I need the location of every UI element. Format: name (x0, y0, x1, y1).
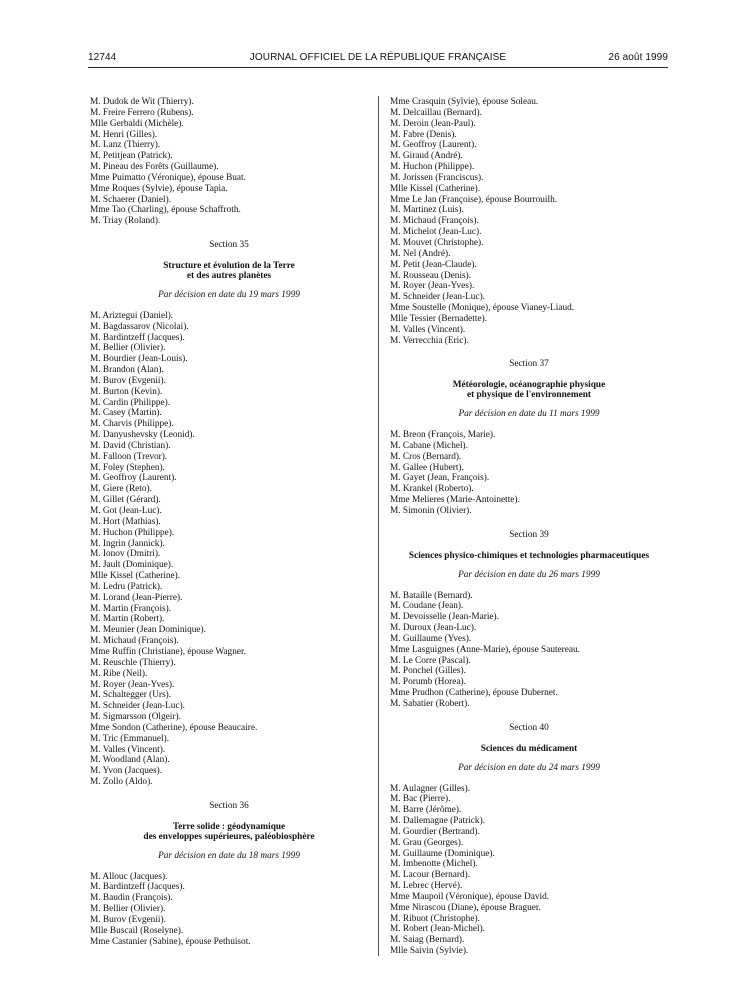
list-item: M. Duroux (Jean-Luc). (390, 623, 477, 634)
publication-date: 26 août 1999 (608, 52, 668, 63)
list-item: M. Verrecchia (Eric). (390, 335, 469, 346)
list-item: M. Falloon (Trevor). (90, 451, 168, 462)
list-item: M. Got (Jean-Luc). (90, 506, 162, 516)
section-title-line: et des autres planètes (186, 270, 272, 281)
list-item: M. Schneider (Jean-Luc). (390, 292, 485, 303)
name-list (390, 784, 668, 958)
list-item: Mlle Kissel (Catherine). (390, 183, 481, 194)
list-item: M. Petitjean (Patrick). (90, 151, 173, 162)
list-item: Mlle Tessier (Bernadette). (390, 313, 488, 324)
list-item: M. Cabane (Michel). (390, 440, 468, 451)
list-item: M. Hort (Mathias). (90, 516, 161, 527)
list-item: M. Brandon (Alan). (90, 365, 164, 376)
list-item: M. Bardintzeff (Jacques). (90, 882, 185, 893)
list-item: M. Devoisselle (Jean-Marie). (390, 612, 499, 623)
section-label: Section 36 (209, 800, 249, 811)
list-item: M. Lanz (Thierry). (90, 140, 161, 151)
list-item: M. Zollo (Aldo). (90, 777, 153, 788)
list-item: Mme Crasquin (Sylvie), épouse Soleau. (390, 97, 539, 107)
list-item: M. Burov (Evgenii). (90, 375, 166, 386)
page-number: 12744 (88, 52, 117, 63)
list-item: M. Guillaume (Dominique). (390, 848, 495, 859)
list-item: M. Bourdier (Jean-Louis). (90, 354, 188, 365)
list-item: M. Grau (Georges). (390, 837, 464, 848)
list-item: M. Foley (Stephen). (90, 462, 165, 473)
list-item: M. Ingrin (Jannick). (90, 538, 165, 549)
list-item: M. Schneider (Jean-Luc). (90, 701, 185, 712)
list-item: M. Cros (Bernard). (390, 451, 462, 462)
list-item: M. Reuschle (Thierry). (90, 657, 176, 668)
list-item: M. Ribe (Neil). (90, 668, 148, 679)
list-item: M. Giraud (André). (390, 151, 463, 162)
list-item: M. Gallee (Hubert). (390, 462, 464, 473)
list-item: M. Royer (Jean-Yves). (90, 679, 175, 690)
section-label: Section 37 (509, 359, 549, 370)
list-item: M. Bagdassarov (Nicolai). (90, 321, 189, 332)
list-item: M. Casey (Martin). (90, 408, 162, 419)
list-item: M. Valles (Vincent). (90, 744, 166, 755)
list-item: M. Sabatier (Robert). (390, 698, 470, 709)
list-item: M. Martin (Robert). (90, 614, 165, 625)
list-item: M. Bellier (Olivier). (90, 904, 166, 915)
list-item: Mme Melieres (Marie-Antoinette). (390, 495, 520, 506)
list-item: M. Baudin (François). (90, 893, 173, 904)
list-item: M. Fabre (Denis). (390, 129, 457, 140)
list-item: M. Schaltegger (Urs). (90, 690, 172, 701)
section-label: Section 40 (509, 722, 549, 733)
list-item: M. Michaud (François). (390, 216, 479, 227)
list-item: M. Dallemagne (Patrick). (390, 816, 486, 827)
list-item: Mme Sondon (Catherine), épouse Beaucaire. (90, 722, 258, 733)
name-list (90, 311, 368, 788)
section-title (90, 261, 368, 281)
decision-line: Par décision en date du 19 mars 1999 (158, 289, 300, 300)
section-title-line: Sciences du médicament (480, 743, 578, 754)
list-item: M. Ionov (Dmitri). (90, 549, 161, 560)
list-item: M. Lacour (Bernard). (390, 870, 471, 881)
list-item: M. Gillet (Gérard). (90, 495, 161, 506)
section-title (390, 744, 668, 754)
list-item: M. Mouvet (Christophe). (390, 237, 484, 248)
list-item: M. Sigmarsson (Olgeir). (90, 712, 181, 723)
list-item: M. Bac (Pierre). (390, 794, 451, 805)
list-item: M. Lorand (Jean-Pierre). (90, 592, 183, 603)
list-item: Mme Castanier (Sabine), épouse Pethuisot. (90, 936, 251, 947)
list-item: M. Gayet (Jean, François). (390, 473, 490, 484)
list-item: M. Breon (François, Marie). (390, 430, 496, 441)
list-item: M. Bataille (Bernard). (390, 590, 473, 601)
list-item: Mme Soustelle (Monique), épouse Vianey-Liaud. (390, 303, 575, 314)
list-item: M. Ponchel (Gilles). (390, 666, 466, 677)
list-item: M. Saiag (Bernard). (390, 935, 465, 946)
list-item: M. Krankel (Roberto). (390, 484, 474, 495)
list-item: M. Huchon (Philippe). (390, 162, 475, 173)
page-header (88, 52, 668, 66)
list-item: Mlle Buscail (Roselyne). (90, 925, 184, 936)
list-item: M. Geoffroy (Laurent). (90, 473, 177, 484)
list-item: M. Jorissen (Franciscus). (390, 172, 484, 183)
list-item: M. Pineau des Forêts (Guillaume). (90, 162, 219, 173)
name-list (390, 591, 668, 710)
right-column (390, 97, 668, 957)
list-item: M. Giere (Reto). (90, 484, 152, 495)
list-item: M. Valles (Vincent). (390, 324, 466, 335)
list-item: M. Martin (François). (90, 603, 172, 614)
list-item: M. Ribuot (Christophe). (390, 913, 480, 924)
list-item: Mme Le Jan (Françoise), épouse Bourrouilh. (390, 194, 558, 205)
list-item: Mme Lasguignes (Anne-Marie), épouse Sautereau. (390, 644, 581, 655)
list-item: M. Charvis (Philippe). (90, 419, 174, 430)
list-item: M. Cardin (Philippe). (90, 397, 171, 408)
list-item: M. Schaerer (Daniel). (90, 194, 172, 205)
list-item: M. Guillaume (Yves). (390, 633, 472, 644)
name-list (90, 872, 368, 948)
list-item: Mme Maupoil (Véronique), épouse David. (390, 891, 550, 902)
section-label: Section 39 (509, 529, 549, 540)
column-divider (378, 96, 379, 956)
section-title (390, 380, 668, 400)
section-title-line: et physique de l'environnement (466, 390, 592, 401)
list-item: M. Rousseau (Denis). (390, 270, 472, 281)
list-item: M. Martinez (Luis). (390, 205, 464, 216)
header-rule (88, 67, 668, 68)
list-item: M. Simonin (Olivier). (390, 506, 472, 516)
name-list (390, 430, 668, 517)
list-item: Mlle Saivin (Sylvie). (390, 946, 469, 957)
list-item: M. Petit (Jean-Claude). (390, 259, 477, 270)
decision-line: Par décision en date du 24 mars 1999 (458, 762, 600, 773)
list-item: M. David (Christian). (90, 440, 171, 451)
section-title-line: Météorologie, océanographie physique (452, 380, 606, 391)
section-title (390, 551, 668, 561)
list-item: M. Michelot (Jean-Luc). (390, 227, 482, 238)
list-item: M. Meunier (Jean Dominique). (90, 625, 206, 636)
list-item: Mme Ruffin (Christiane), épouse Wagner. (90, 646, 246, 657)
list-item: M. Woodland (Alan). (90, 755, 170, 766)
list-item: M. Henri (Gilles). (90, 129, 158, 140)
list-item: M. Imbenotte (Michel). (390, 859, 478, 870)
list-item: M. Burton (Kevin). (90, 386, 163, 397)
section-title-line: Terre solide : géodynamique (172, 821, 286, 832)
list-item: M. Bardintzeff (Jacques). (90, 332, 185, 343)
list-item: M. Ledru (Patrick). (90, 581, 163, 592)
section-title-line: Sciences physico-chimiques et technologies pharmaceutiques (408, 550, 650, 561)
list-item: M. Michaud (François). (90, 636, 179, 647)
list-item: M. Royer (Jean-Yves). (390, 281, 475, 292)
list-item: M. Barre (Jérôme). (390, 805, 462, 816)
list-item: M. Jault (Dominique). (90, 560, 174, 571)
list-item: M. Triay (Roland). (90, 216, 161, 227)
list-item: M. Bellier (Olivier). (90, 343, 166, 354)
list-item: M. Aulagner (Gilles). (390, 783, 471, 794)
name-list (390, 97, 668, 346)
list-item: M. Lebrec (Hervé). (390, 881, 463, 892)
list-item: M. Tric (Emmanuel). (90, 733, 170, 744)
list-item: M. Danyushevsky (Leonid). (90, 430, 195, 441)
list-item: M. Huchon (Philippe). (90, 527, 175, 538)
list-item: M. Nel (André). (390, 248, 451, 259)
section-title-line: des enveloppes supérieures, paléobiosphère (143, 831, 315, 842)
list-item: M. Delcaillau (Bernard). (390, 107, 482, 118)
journal-title: JOURNAL OFFICIEL DE LA RÉPUBLIQUE FRANÇAISE (249, 52, 507, 63)
list-item: Mme Prudhon (Catherine), épouse Dubernet. (390, 688, 558, 699)
list-item: M. Robert (Jean-Michel). (390, 924, 486, 935)
section-label: Section 35 (209, 240, 249, 251)
list-item: M. Le Corre (Pascal). (390, 655, 471, 666)
name-list (90, 97, 368, 227)
decision-line: Par décision en date du 18 mars 1999 (158, 850, 300, 861)
list-item: Mme Puimatto (Véronique), épouse Buat. (90, 172, 246, 183)
list-item: M. Freire Ferrero (Rubens). (90, 107, 194, 118)
list-item: M. Dudok de Wit (Thierry). (90, 97, 194, 107)
list-item: M. Yvon (Jacques). (90, 766, 163, 777)
section-title-line: Structure et évolution de la Terre (163, 260, 295, 271)
list-item: M. Geoffroy (Laurent). (390, 140, 477, 151)
list-item: Mlle Gerbaldi (Michèle). (90, 118, 184, 129)
list-item: Mme Tao (Charling), épouse Schaffroth. (90, 205, 241, 216)
left-column (90, 97, 368, 948)
list-item: M. Ariztegui (Daniel). (90, 310, 174, 321)
list-item: M. Allouc (Jacques). (90, 871, 168, 882)
list-item: M. Deroin (Jean-Paul). (390, 118, 476, 129)
list-item: Mme Nirascou (Diane), épouse Braguer. (390, 902, 541, 913)
decision-line: Par décision en date du 26 mars 1999 (458, 569, 600, 580)
list-item: M. Burov (Evgenii). (90, 915, 166, 925)
list-item: Mlle Kissel (Catherine). (90, 571, 181, 582)
list-item: M. Gourdier (Bertrand). (390, 826, 480, 837)
list-item: M. Coudane (Jean). (390, 601, 464, 612)
section-title (90, 822, 368, 842)
list-item: Mme Roques (Sylvie), épouse Tapia. (90, 183, 228, 194)
list-item: M. Porumb (Horea). (390, 677, 466, 688)
decision-line: Par décision en date du 11 mars 1999 (458, 409, 600, 420)
